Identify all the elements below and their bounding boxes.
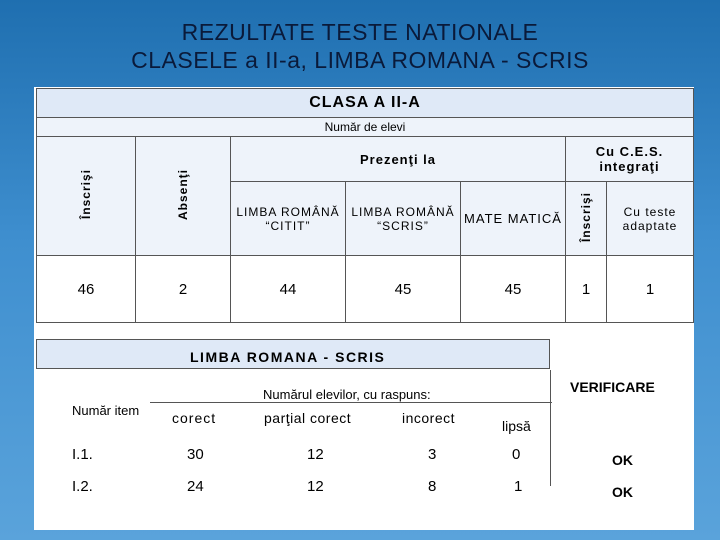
- ces-adapted-header: Cu teste adaptate: [607, 182, 694, 256]
- ces-header: Cu C.E.S. integraţi: [566, 137, 694, 182]
- verification-header: VERIFICARE: [570, 379, 655, 395]
- value-ces-enrolled: 1: [566, 256, 607, 323]
- col-incorrect-header: incorect: [402, 410, 456, 426]
- verification-divider: [550, 370, 551, 486]
- item-row-2-incorrect: 8: [428, 478, 437, 495]
- item-row-2-check: OK: [612, 484, 633, 500]
- col-writing: LIMBA ROMÂNĂ “SCRIS”: [346, 182, 461, 256]
- value-writing: 45: [346, 256, 461, 323]
- col-reading: LIMBA ROMÂNĂ “CITIT”: [231, 182, 346, 256]
- class-summary-table: [36, 88, 694, 323]
- item-row-1-item: I.1.: [72, 446, 93, 463]
- value-ces-adapted: 1: [607, 256, 694, 323]
- section2-title: LIMBA ROMANA - SCRIS: [190, 349, 386, 365]
- slide-title: [0, 18, 720, 74]
- item-row-1-correct: 30: [187, 446, 204, 463]
- num-students-label: Număr de elevi: [37, 118, 694, 137]
- item-row-1-incorrect: 3: [428, 446, 437, 463]
- item-row-1-check: OK: [612, 452, 633, 468]
- item-number-header: Număr item: [72, 403, 140, 418]
- title-line-2: CLASELE a II-a, LIMBA ROMANA - SCRIS: [131, 47, 589, 73]
- value-math: 45: [461, 256, 566, 323]
- col-math: MATE MATICĂ: [461, 182, 566, 256]
- present-at-header: Prezenţi la: [231, 137, 566, 182]
- item-row-2-partial: 12: [307, 478, 324, 495]
- value-reading: 44: [231, 256, 346, 323]
- answers-underline: [150, 402, 552, 403]
- item-row-2-correct: 24: [187, 478, 204, 495]
- value-absent: 2: [136, 256, 231, 323]
- col-partial-header: parţial corect: [264, 410, 352, 426]
- col-correct-header: corect: [172, 410, 217, 426]
- item-row-1-missing: 0: [512, 446, 521, 463]
- item-row-2-item: I.2.: [72, 478, 93, 495]
- class-header: CLASA A II-A: [37, 89, 694, 118]
- col-missing-header: lipsă: [502, 418, 531, 434]
- enrolled-header: Înscrişi: [37, 137, 136, 256]
- answers-label: Numărul elevilor, cu raspuns:: [263, 387, 431, 402]
- value-enrolled: 46: [37, 256, 136, 323]
- absent-header: Absenţi: [136, 137, 231, 256]
- ces-enrolled-header: Înscrişi: [566, 182, 607, 256]
- item-row-2-missing: 1: [514, 478, 523, 495]
- title-line-1: REZULTATE TESTE NATIONALE: [181, 19, 539, 45]
- item-row-1-partial: 12: [307, 446, 324, 463]
